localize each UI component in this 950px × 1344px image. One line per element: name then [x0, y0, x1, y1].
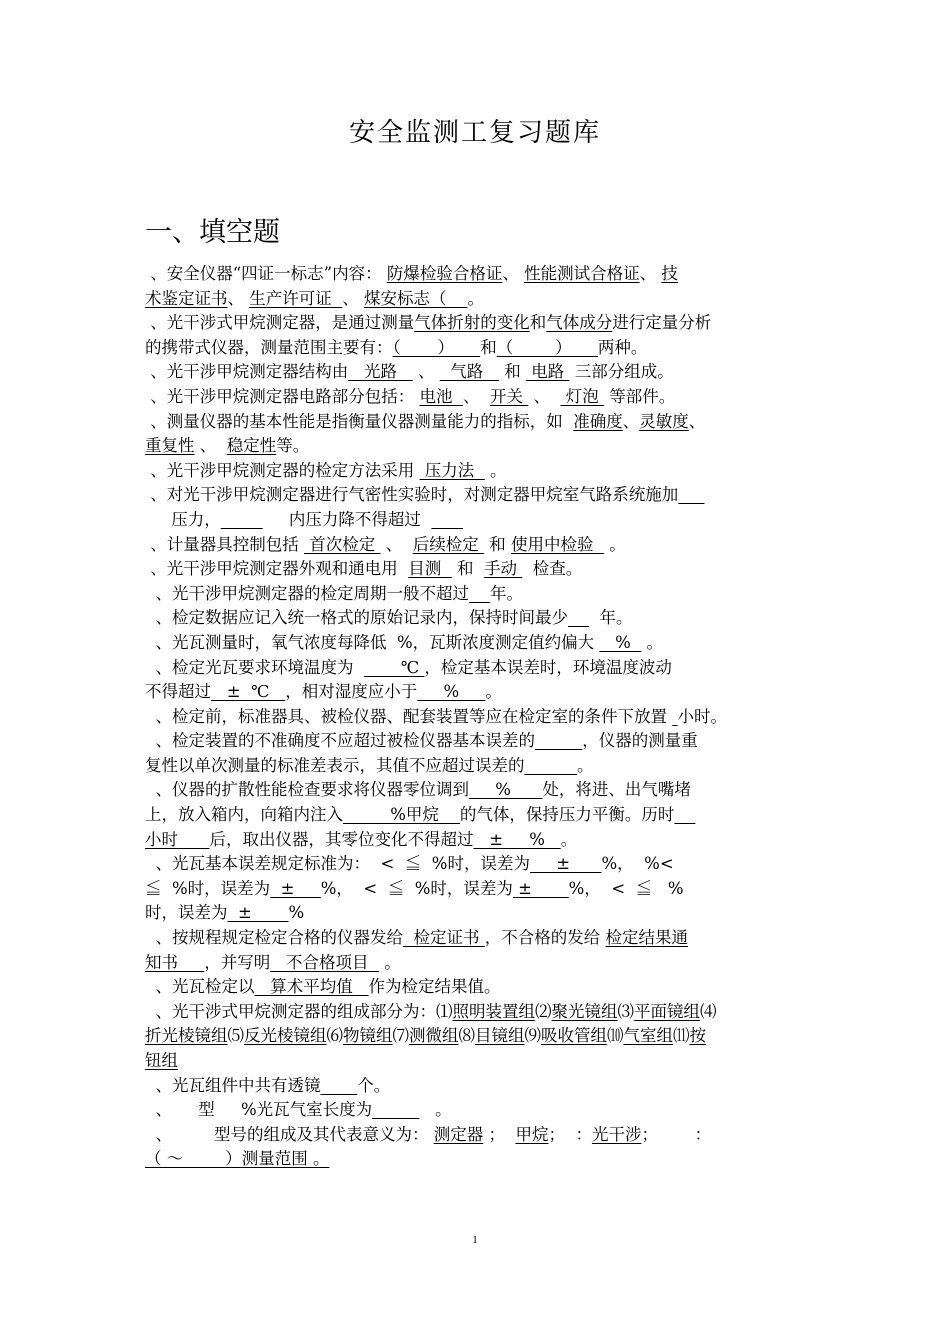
question-text: 压力，	[145, 509, 221, 529]
filled-answer: 吸收管组	[541, 1026, 607, 1046]
question-text: ⑾	[673, 1026, 690, 1046]
question-text: 。	[604, 534, 626, 554]
filled-answer: 测量范围 。	[241, 1149, 330, 1169]
text-line	[145, 606, 810, 631]
question-list	[145, 262, 810, 1172]
question-text: ⑹	[326, 1026, 343, 1046]
question-text: %	[288, 903, 305, 923]
filled-answer: 准确度	[573, 411, 623, 431]
question-text: 时，误差为	[145, 903, 228, 923]
question-text: ⑻	[458, 1026, 475, 1046]
text-line	[145, 705, 810, 730]
question-text: 、安全仪器“四证一标志”内容：	[145, 264, 387, 283]
question-text: 的携带式仪器，测量范围主要有：	[145, 337, 393, 357]
filled-answer: 防爆检验合格证	[386, 264, 503, 283]
question-text: ；	[483, 1124, 516, 1144]
question-text: 内压力降不得超过	[262, 509, 432, 529]
question-text: 、计量器具控制包括	[145, 534, 304, 554]
filled-answer: ℃	[363, 657, 425, 677]
page-number: 1	[472, 1234, 478, 1246]
filled-answer: 小时	[145, 829, 178, 849]
question-text: 、	[639, 264, 662, 283]
filled-answer: 压力法	[419, 460, 485, 480]
text-line	[145, 778, 810, 803]
text-line	[145, 729, 810, 754]
question-text: ，不合格的发给	[484, 928, 606, 948]
question-text: 、	[342, 288, 364, 308]
question-text: 、检定装置的不准确度不应超过被检仪器基本误差的	[145, 731, 535, 751]
filled-answer	[221, 510, 263, 529]
question-text: 和	[498, 362, 526, 382]
question-text: ，并写明	[204, 952, 271, 972]
question-text: 、光瓦基本误差规定标准为： < ≦ %时，误差为	[145, 854, 530, 874]
question-text: 的气体，保持压力平衡。历时	[459, 805, 675, 825]
filled-answer: 首次检定	[304, 534, 381, 554]
question-text: 。	[576, 755, 594, 775]
question-text: ⑽	[607, 1026, 624, 1046]
filled-answer: （ ）	[392, 337, 481, 357]
filled-answer	[568, 608, 589, 627]
filled-answer: 气体成分	[546, 313, 613, 333]
filled-answer	[178, 830, 209, 849]
filled-answer	[535, 731, 582, 750]
text-line	[145, 483, 810, 508]
question-text: 、仪器的扩散性能检查要求将仪器零位调到	[145, 780, 469, 800]
question-text: 。	[419, 1100, 452, 1120]
filled-answer: 物镜组	[343, 1026, 393, 1046]
question-text: 、	[194, 436, 227, 456]
question-text: 、	[502, 264, 525, 283]
question-text: 和	[529, 313, 547, 333]
question-text: 后，取出仪器，其零位变化不得超过	[209, 829, 474, 849]
question-text: ⑸	[227, 1026, 244, 1046]
filled-answer: ±	[529, 854, 602, 874]
question-text: 。	[467, 288, 484, 308]
question-text: 、光干涉甲烷测定器的检定方法采用	[145, 460, 420, 480]
filled-answer: 使用中检验	[511, 534, 604, 554]
question-text: %， < ≦ %	[568, 878, 684, 898]
filled-answer: 光路	[348, 362, 413, 382]
question-text: 、按规程规定检定合格的仪器发给	[145, 928, 403, 948]
question-text: 年。	[588, 608, 633, 628]
filled-answer: %	[417, 682, 486, 702]
question-text: 、	[227, 288, 250, 308]
filled-answer: 手动	[484, 559, 523, 579]
question-text: 、光瓦组件中共有透镜	[145, 1075, 321, 1095]
question-text: 、光干涉式甲烷测定器的组成部分为：⑴	[145, 1001, 453, 1021]
question-text: 、光干涉甲烷测定器外观和通电用	[145, 559, 409, 579]
section-heading: 一、填空题	[145, 217, 280, 248]
question-text: ，仪器的测量重	[582, 731, 698, 751]
filled-answer: 折光棱镜组	[145, 1026, 228, 1046]
filled-answer: 后续检定	[412, 534, 484, 554]
text-line	[145, 311, 810, 336]
text-line	[145, 1074, 810, 1099]
filled-answer: 光干涉	[591, 1124, 642, 1144]
question-text: 、光瓦检定以	[145, 977, 255, 997]
question-text: 。	[378, 952, 401, 972]
filled-answer: 电池	[419, 386, 463, 406]
question-text: 、检定数据应记入统一格式的原始记录内，保持时间最少	[145, 608, 568, 628]
question-text: 、测量仪器的基本性能是指衡量仪器测量能力的指标，如	[145, 411, 574, 431]
text-line	[145, 385, 810, 410]
filled-answer: 稳定性	[226, 436, 277, 456]
text-line	[145, 631, 810, 656]
question-text: 、	[688, 411, 706, 431]
text-line	[145, 877, 810, 902]
question-text: %， < ≦ %时，误差为	[320, 878, 513, 898]
filled-answer	[678, 485, 704, 504]
question-text: 两种。	[597, 337, 648, 357]
filled-answer: 聚光镜组	[551, 1001, 618, 1021]
text-line	[145, 1049, 810, 1074]
document-title: 安全监测工复习题库	[348, 118, 601, 148]
filled-answer: ± ℃	[211, 682, 286, 702]
filled-answer: 气体折射的变化	[414, 313, 530, 333]
question-text: 、 型号的组成及其代表意义为：	[145, 1124, 434, 1144]
question-text: 上，放入箱内，向箱内注入	[145, 805, 343, 825]
question-text: 处，将进、出气嘴堵	[542, 780, 691, 800]
question-text: 进行定量分析	[612, 313, 712, 333]
question-text: 。	[484, 460, 507, 480]
question-text: ⑼	[524, 1026, 541, 1046]
filled-answer	[525, 756, 577, 775]
filled-answer: ±	[227, 903, 289, 923]
question-text: ≦ %时，误差为	[145, 878, 271, 898]
filled-answer: 术鉴定证书	[145, 288, 228, 308]
text-line	[145, 410, 810, 435]
filled-answer: 甲烷	[515, 1124, 549, 1144]
filled-answer: ± %	[473, 829, 561, 849]
text-line	[145, 926, 810, 951]
filled-answer: 测定器	[433, 1124, 484, 1144]
filled-answer: 目镜组	[475, 1026, 525, 1046]
filled-answer: 生产许可证	[249, 288, 343, 308]
question-text: 、光干涉甲烷测定器电路部分包括：	[145, 386, 420, 406]
filled-answer	[178, 953, 204, 972]
filled-answer: 重复性	[145, 436, 195, 456]
question-text: ⑵	[535, 1001, 552, 1021]
text-line	[145, 1024, 810, 1049]
filled-answer	[469, 584, 490, 603]
text-line	[145, 582, 810, 607]
text-line	[145, 803, 810, 828]
text-line	[145, 1147, 810, 1172]
filled-answer: 检定结果通	[605, 928, 688, 948]
question-text: 和	[480, 337, 497, 357]
text-line	[145, 533, 810, 558]
filled-answer	[372, 1100, 419, 1119]
text-line	[145, 287, 810, 312]
question-text: 、	[528, 386, 561, 406]
question-text: 不得超过	[145, 682, 211, 702]
filled-answer: （ ～ ）	[145, 1149, 242, 1169]
question-text: 、 型 %光瓦气室长度为	[145, 1100, 373, 1120]
question-text: 和	[484, 534, 511, 554]
filled-answer	[431, 510, 462, 529]
filled-answer: 开关	[490, 386, 529, 406]
question-text: 、	[380, 534, 413, 554]
text-line	[145, 1123, 810, 1148]
text-line	[145, 459, 810, 484]
filled-answer: 气室组	[623, 1026, 673, 1046]
filled-answer	[674, 805, 695, 824]
filled-answer	[321, 1076, 358, 1095]
question-text: ⑺	[392, 1026, 409, 1046]
question-text: 。	[560, 829, 578, 849]
question-text: 、光干涉甲烷测定器结构由	[145, 362, 349, 382]
text-line	[145, 901, 810, 926]
question-text: ； ：	[641, 1124, 712, 1144]
question-text: %， %<	[601, 854, 674, 874]
filled-answer: 知书	[145, 952, 178, 972]
question-text: 、光瓦测量时，氧气浓度每降低 %，瓦斯浓度测定值约偏大	[145, 632, 600, 652]
question-text: 个。	[357, 1075, 391, 1095]
filled-answer: ±	[512, 878, 569, 898]
question-text: 、检定前，标准器具、被检仪器、配套装置等应在检定室的条件下放置	[145, 706, 673, 726]
text-line	[145, 828, 810, 853]
filled-answer: 算术平均值	[254, 977, 369, 997]
text-line	[145, 262, 810, 287]
filled-answer: 检定证书	[403, 928, 485, 948]
question-text: 等。	[276, 436, 310, 456]
filled-answer: 按	[689, 1026, 706, 1046]
text-line	[145, 680, 810, 705]
text-line	[145, 852, 810, 877]
question-text: 、光干涉式甲烷测定器，是通过测量	[145, 313, 415, 333]
question-text: 复性以单次测量的标准差表示，其值不应超过误差的	[145, 755, 525, 775]
question-text: 。	[641, 632, 664, 652]
text-line	[145, 951, 810, 976]
filled-answer: 平面镜组	[634, 1001, 700, 1021]
question-text: 、	[412, 362, 440, 382]
text-line	[145, 1098, 810, 1123]
filled-answer: 煤安标志（	[364, 288, 468, 308]
filled-answer: 反光棱镜组	[244, 1026, 327, 1046]
filled-answer: 不合格项目	[270, 952, 379, 972]
question-text: 和	[451, 559, 484, 579]
question-text: 检查。	[522, 559, 583, 579]
question-text: 、对光干涉甲烷测定器进行气密性实验时，对测定器甲烷室气路系统施加	[145, 485, 679, 505]
filled-answer: %	[599, 632, 642, 652]
filled-answer: 目测	[408, 559, 452, 579]
text-line	[145, 975, 810, 1000]
question-text: ⑷	[700, 1001, 717, 1021]
question-text: ，检定基本误差时，环境温度波动	[424, 657, 672, 677]
question-text: 小时。	[677, 706, 727, 726]
question-text: 、	[463, 386, 490, 406]
question-text: 等部件。	[604, 386, 676, 406]
filled-answer: ±	[270, 878, 321, 898]
filled-answer: 性能测试合格证	[524, 264, 640, 283]
filled-answer: 钮组	[145, 1051, 178, 1070]
question-text: 、	[622, 411, 640, 431]
text-line	[145, 754, 810, 779]
filled-answer: 照明装置组	[452, 1001, 535, 1021]
filled-answer: 技	[661, 264, 678, 283]
question-text: ⑶	[617, 1001, 634, 1021]
text-line	[145, 656, 810, 681]
text-line	[145, 360, 810, 385]
question-text: 、检定光瓦要求环境温度为	[145, 657, 364, 677]
text-line	[145, 434, 810, 459]
question-text: 。	[485, 682, 502, 702]
text-line	[145, 1000, 810, 1025]
text-line	[145, 508, 810, 533]
question-text: ； ：	[548, 1124, 592, 1144]
filled-answer: （ ）	[496, 337, 598, 357]
filled-answer: 电路	[525, 362, 570, 382]
question-text: 三部分组成。	[569, 362, 674, 382]
question-text: 作为检定结果值。	[368, 977, 501, 997]
filled-answer: 灵敏度	[639, 411, 689, 431]
text-line	[145, 336, 810, 361]
question-text: 年。	[489, 583, 523, 603]
filled-answer: %甲烷	[343, 805, 460, 825]
filled-answer: 测微组	[409, 1026, 459, 1046]
text-line	[145, 557, 810, 582]
filled-answer: 灯泡	[560, 386, 604, 406]
filled-answer: 气路	[439, 362, 499, 382]
question-text: ，相对湿度应小于	[285, 682, 418, 702]
filled-answer: %	[469, 780, 543, 800]
question-text: 、光干涉甲烷测定器的检定周期一般不超过	[145, 583, 469, 603]
